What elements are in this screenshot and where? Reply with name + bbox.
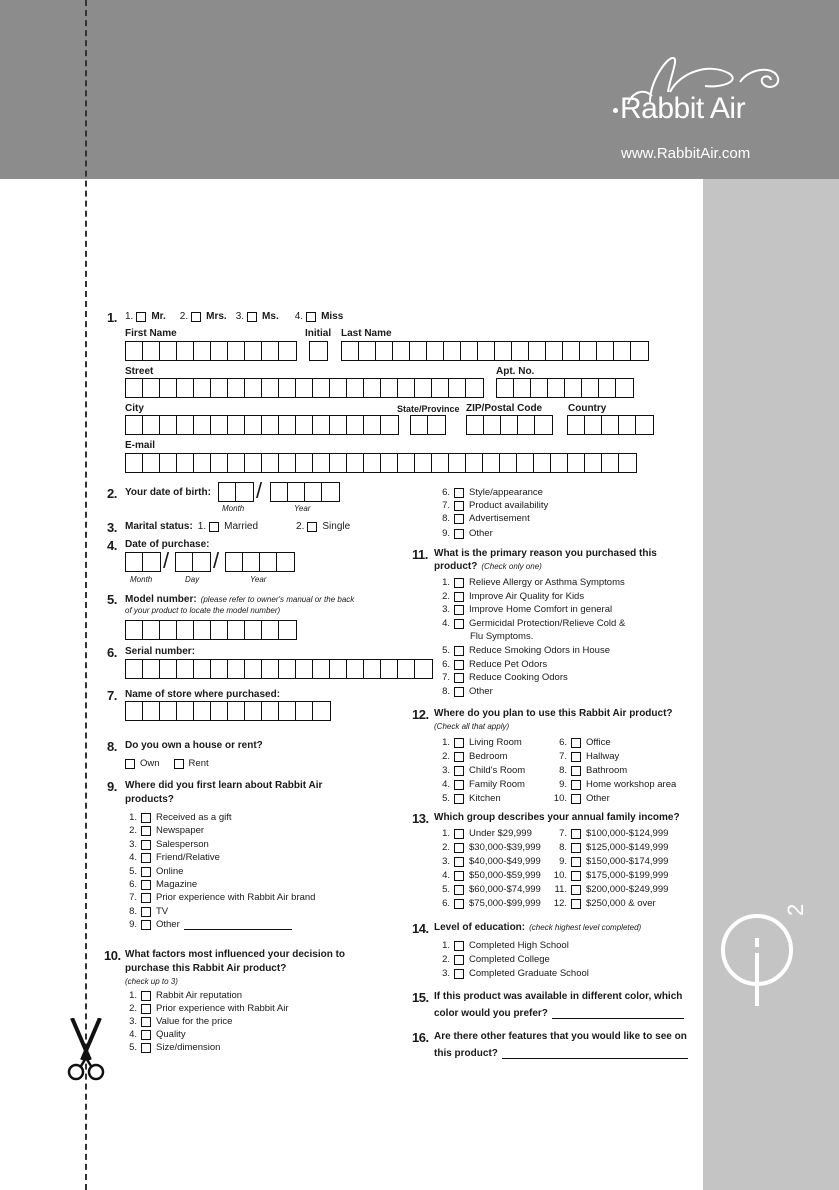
purchase-year-field[interactable]	[225, 552, 295, 572]
q13-left-checkbox-1[interactable]	[454, 829, 464, 839]
rent-checkbox[interactable]	[174, 759, 184, 769]
q11-checkbox-8[interactable]	[454, 687, 464, 697]
purchase-month-caption: Month	[130, 575, 153, 584]
birth-year-field[interactable]	[270, 482, 340, 502]
q11-checkbox-2[interactable]	[454, 592, 464, 602]
q13-right-11: 11. $200,000-$249,999	[554, 884, 669, 895]
q15-answer-line[interactable]	[552, 1009, 684, 1019]
q11-checkbox-7[interactable]	[454, 673, 464, 683]
q10-checkbox-4[interactable]	[141, 1030, 151, 1040]
q11-option-6: 6. Reduce Pet Odors	[442, 659, 548, 670]
q10-checkbox-9[interactable]	[454, 529, 464, 539]
q9-checkbox-4[interactable]	[141, 853, 151, 863]
q12-left-4: 4. Family Room	[442, 779, 525, 790]
q13-number: 13.	[412, 811, 429, 826]
side-mark: 2	[783, 903, 808, 916]
q6-number: 6.	[107, 645, 117, 660]
birth-month-field[interactable]	[218, 482, 254, 502]
q11-option-4: 4. Germicidal Protection/Relieve Cold &	[442, 618, 626, 629]
brand-dot	[613, 108, 618, 113]
q14-option-3: 3. Completed Graduate School	[442, 968, 589, 979]
house-label: Do you own a house or rent?	[125, 740, 263, 751]
q9-option-9: 9. Other	[121, 919, 292, 930]
q13-left-6: 6. $75,000-$99,999	[442, 898, 541, 909]
q13-left-5: 5. $60,000-$74,999	[442, 884, 541, 895]
q9-checkbox-7[interactable]	[141, 893, 151, 903]
q9-option-7: 7. Prior experience with Rabbit Air brand	[129, 892, 316, 903]
purchase-year-caption: Year	[250, 575, 267, 584]
q11-option-8: 8. Other	[442, 686, 493, 697]
country-field[interactable]	[567, 415, 654, 435]
q14-checkbox-3[interactable]	[454, 969, 464, 979]
purchase-slash-2: /	[213, 548, 220, 573]
q12-right-checkbox-6[interactable]	[571, 738, 581, 748]
last-name-label: Last Name	[341, 328, 392, 339]
title-mrs-checkbox[interactable]	[191, 312, 201, 322]
q10-option-1: 1. Rabbit Air reputation	[129, 990, 243, 1001]
q13-left-checkbox-3[interactable]	[454, 857, 464, 867]
store-name-field[interactable]	[125, 701, 331, 721]
q12-right-10: 10. Other	[553, 793, 610, 804]
q10-option-4: 4. Quality	[129, 1029, 186, 1040]
q10-checkbox-7[interactable]	[454, 501, 464, 511]
title-miss-checkbox[interactable]	[306, 312, 316, 322]
side-band	[703, 179, 839, 1190]
q7-number: 7.	[107, 688, 117, 703]
q11-checkbox-5[interactable]	[454, 646, 464, 656]
q15-number: 15.	[412, 990, 429, 1005]
q1-title-row: 1. Mr. 2. Mrs. 3. Ms. 4. Miss	[125, 311, 344, 322]
purchase-day-caption: Day	[185, 575, 200, 584]
q13-left-2: 2. $30,000-$39,999	[442, 842, 541, 853]
q9-checkbox-2[interactable]	[141, 826, 151, 836]
single-checkbox[interactable]	[307, 522, 317, 532]
q15-label-row-2: color would you prefer?	[434, 1008, 684, 1019]
first-name-label: First Name	[125, 328, 177, 339]
own-option: Own Rent	[125, 758, 209, 769]
q10-checkbox-5[interactable]	[141, 1043, 151, 1053]
q9-option-8: 8. TV	[129, 906, 169, 917]
serial-number-field[interactable]	[125, 659, 433, 679]
q12-right-8: 8. Bathroom	[559, 765, 628, 776]
title-ms-checkbox[interactable]	[247, 312, 257, 322]
q3-number: 3.	[107, 520, 117, 535]
q14-checkbox-2[interactable]	[454, 955, 464, 965]
q11-option-2: 2. Improve Air Quality for Kids	[442, 591, 585, 602]
q10-checkbox-3[interactable]	[141, 1017, 151, 1027]
city-field[interactable]	[125, 415, 399, 435]
q9-checkbox-6[interactable]	[141, 880, 151, 890]
q13-left-1: 1. Under $29,999	[442, 828, 532, 839]
purchase-slash-1: /	[163, 548, 170, 573]
q12-left-checkbox-5[interactable]	[454, 794, 464, 804]
q9-option-5: 5. Online	[129, 866, 184, 877]
q9-label-1: Where did you first learn about Rabbit Air	[125, 780, 323, 791]
q13-right-checkbox-7[interactable]	[571, 829, 581, 839]
q9-label-2: products?	[125, 794, 174, 805]
q12-left-2: 2. Bedroom	[442, 751, 508, 762]
q11-number: 11.	[412, 547, 428, 562]
q12-left-checkbox-2[interactable]	[454, 752, 464, 762]
q13-right-12: 12. $250,000 & over	[553, 898, 656, 909]
q10-option-5: 5. Size/dimension	[129, 1042, 221, 1053]
title-mr-checkbox[interactable]	[136, 312, 146, 322]
q16-number: 16.	[412, 1030, 429, 1045]
q12-left-1: 1. Living Room	[442, 737, 522, 748]
q11-checkbox-1[interactable]	[454, 578, 464, 588]
q13-left-checkbox-5[interactable]	[454, 885, 464, 895]
q13-right-checkbox-12[interactable]	[571, 899, 581, 909]
country-label: Country	[568, 403, 607, 414]
state-field[interactable]	[410, 415, 446, 435]
email-field[interactable]	[125, 453, 637, 473]
q11-label-1: What is the primary reason you purchased this	[434, 548, 657, 559]
email-label: E-mail	[125, 440, 156, 451]
q13-right-checkbox-10[interactable]	[571, 871, 581, 881]
zip-field[interactable]	[466, 415, 553, 435]
q12-right-9: 9. Home workshop area	[559, 779, 677, 790]
birth-month-caption: Month	[222, 504, 245, 513]
q9-checkbox-5[interactable]	[141, 867, 151, 877]
q10-checkbox-6[interactable]	[454, 488, 464, 498]
q12-left-5: 5. Kitchen	[442, 793, 501, 804]
street-field[interactable]	[125, 378, 484, 398]
q14-number: 14.	[412, 921, 429, 936]
q10-option-8: 8. Advertisement	[442, 513, 530, 524]
purchase-day-field[interactable]	[175, 552, 211, 572]
apt-label: Apt. No.	[496, 366, 535, 377]
q14-label-row: Level of education: (check highest level completed)	[434, 922, 642, 933]
q12-left-checkbox-3[interactable]	[454, 766, 464, 776]
q10-label-2: purchase this Rabbit Air product?	[125, 963, 287, 974]
q2-number: 2.	[107, 486, 117, 501]
q11-option-3: 3. Improve Home Comfort in general	[442, 604, 613, 615]
q12-right-checkbox-7[interactable]	[571, 752, 581, 762]
city-label: City	[125, 403, 144, 414]
q1-number: 1.	[107, 310, 117, 325]
q12-right-6: 6. Office	[559, 737, 611, 748]
q12-number: 12.	[412, 707, 429, 722]
initial-field[interactable]	[309, 341, 328, 361]
q9-checkbox-1[interactable]	[141, 813, 151, 823]
q14-option-1: 1. Completed High School	[442, 940, 569, 951]
q10-number: 10.	[104, 948, 121, 963]
q5-number: 5.	[107, 592, 117, 607]
state-label: State/Province	[397, 404, 460, 414]
q11-label-row-2: product? (Check only one)	[434, 561, 542, 572]
q10-option-7: 7. Product availability	[442, 500, 549, 511]
serial-label: Serial number:	[125, 646, 196, 657]
q10-checkbox-8[interactable]	[454, 514, 464, 524]
q13-label: Which group describes your annual family income?	[434, 812, 680, 823]
purchase-month-field[interactable]	[125, 552, 161, 572]
q9-other-line[interactable]	[184, 920, 292, 930]
q9-checkbox-9[interactable]	[141, 920, 151, 930]
q12-right-checkbox-9[interactable]	[571, 780, 581, 790]
q11-checkbox-6[interactable]	[454, 660, 464, 670]
q10-label-1: What factors most influenced your decision to	[125, 949, 346, 960]
q13-left-checkbox-6[interactable]	[454, 899, 464, 909]
q12-left-3: 3. Child's Room	[442, 765, 526, 776]
birth-label: Your date of birth:	[125, 487, 211, 498]
brand-url: www.RabbitAir.com	[621, 145, 751, 162]
q13-right-checkbox-9[interactable]	[571, 857, 581, 867]
q13-right-9: 9. $150,000-$174,999	[559, 856, 669, 867]
q16-label-1: Are there other features that you would like to see on	[434, 1031, 687, 1042]
q10-note: (check up to 3)	[125, 977, 178, 986]
q9-option-3: 3. Salesperson	[129, 839, 209, 850]
q10-option-2: 2. Prior experience with Rabbit Air	[129, 1003, 289, 1014]
birth-slash: /	[256, 478, 263, 503]
q9-option-4: 4. Friend/Relative	[129, 852, 220, 863]
apt-field[interactable]	[496, 378, 634, 398]
q9-option-2: 2. Newspaper	[129, 825, 205, 836]
own-checkbox[interactable]	[125, 759, 135, 769]
last-name-field[interactable]	[341, 341, 649, 361]
q10-option-3: 3. Value for the price	[129, 1016, 233, 1027]
purchase-date-label: Date of purchase:	[125, 539, 210, 550]
store-label: Name of store where purchased:	[125, 689, 281, 700]
q9-number: 9.	[107, 779, 117, 794]
cut-line	[85, 0, 87, 1190]
q11-checkbox-4[interactable]	[454, 619, 464, 629]
model-number-field[interactable]	[125, 620, 297, 640]
q13-left-checkbox-2[interactable]	[454, 843, 464, 853]
q11-option-1: 1. Relieve Allergy or Asthma Symptoms	[442, 577, 625, 588]
model-row: Model number: (please refer to owner's manual or the back	[125, 594, 355, 605]
q12-left-checkbox-1[interactable]	[454, 738, 464, 748]
q12-right-checkbox-8[interactable]	[571, 766, 581, 776]
q10-checkbox-1[interactable]	[141, 991, 151, 1001]
q9-option-1: 1. Received as a gift	[129, 812, 232, 823]
q14-option-2: 2. Completed College	[442, 954, 550, 965]
q11-option-4-cont: Flu Symptoms.	[470, 631, 534, 642]
brand-name: Rabbit Air	[620, 92, 746, 125]
model-note-2: of your product to locate the model number)	[125, 606, 281, 615]
q14-checkbox-1[interactable]	[454, 941, 464, 951]
q10-option-6: 6. Style/appearance	[442, 487, 543, 498]
street-label: Street	[125, 366, 154, 377]
marital-row: Marital status: 1. Married 2. Single	[125, 521, 351, 532]
scissors-icon	[64, 1018, 108, 1082]
q13-right-checkbox-11[interactable]	[571, 885, 581, 895]
q9-checkbox-8[interactable]	[141, 907, 151, 917]
q15-label-1: If this product was available in different color, which	[434, 991, 683, 1002]
initial-label: Initial	[305, 328, 332, 339]
q12-right-checkbox-10[interactable]	[571, 794, 581, 804]
q13-right-checkbox-8[interactable]	[571, 843, 581, 853]
q9-checkbox-3[interactable]	[141, 840, 151, 850]
q16-label-row-2: this product?	[434, 1048, 688, 1059]
zip-label: ZIP/Postal Code	[466, 403, 543, 414]
q12-label: Where do you plan to use this Rabbit Air product?	[434, 708, 673, 719]
q11-option-5: 5. Reduce Smoking Odors in House	[442, 645, 610, 656]
q12-right-7: 7. Hallway	[559, 751, 620, 762]
married-checkbox[interactable]	[209, 522, 219, 532]
o2-mark-icon	[715, 888, 810, 1018]
q16-answer-line[interactable]	[502, 1049, 688, 1059]
q13-left-3: 3. $40,000-$49,999	[442, 856, 541, 867]
q13-left-checkbox-4[interactable]	[454, 871, 464, 881]
first-name-field[interactable]	[125, 341, 297, 361]
q11-option-7: 7. Reduce Cooking Odors	[442, 672, 568, 683]
birth-year-caption: Year	[294, 504, 311, 513]
q13-right-10: 10. $175,000-$199,999	[553, 870, 669, 881]
q13-right-8: 8. $125,000-$149,999	[559, 842, 669, 853]
q10-option-9: 9. Other	[442, 528, 493, 539]
q12-note: (Check all that apply)	[434, 722, 510, 731]
q8-number: 8.	[107, 739, 117, 754]
q12-left-checkbox-4[interactable]	[454, 780, 464, 790]
q13-right-7: 7. $100,000-$124,999	[559, 828, 669, 839]
q4-number: 4.	[107, 538, 117, 553]
q10-checkbox-2[interactable]	[141, 1004, 151, 1014]
q13-left-4: 4. $50,000-$59,999	[442, 870, 541, 881]
q11-checkbox-3[interactable]	[454, 605, 464, 615]
q9-option-6: 6. Magazine	[129, 879, 198, 890]
